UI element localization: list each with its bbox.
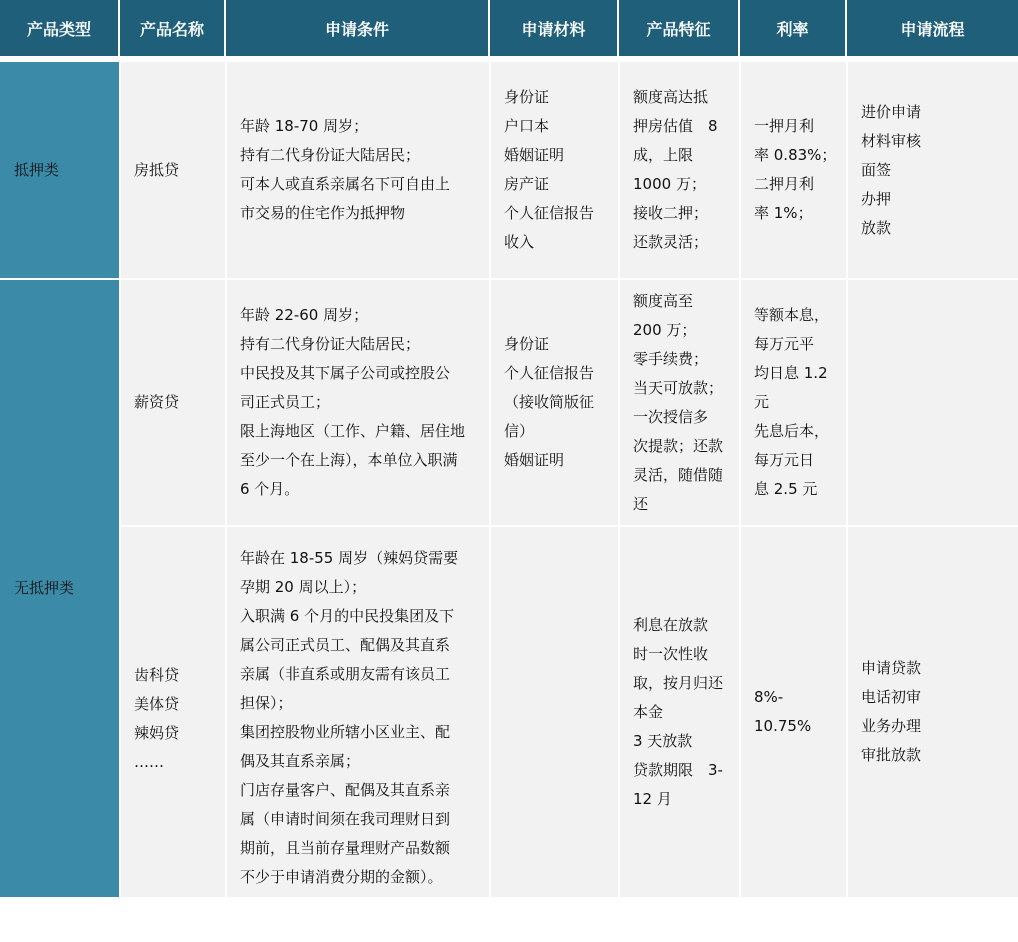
product-name-cell: 房抵贷	[134, 160, 180, 179]
materials-cell: 身份证 个人征信报告 （接收简版征 信） 婚姻证明	[504, 335, 595, 469]
grid-line	[739, 62, 741, 897]
features-cell: 额度高至 200 万； 零手续费； 当天可放款； 一次授信多 次提款；还款 灵活，随借随 还	[633, 291, 724, 513]
conditions-cell: 年龄 22-60 周岁； 持有二代身份证大陆居民； 中民投及其下属子公司或控股公 司正式员工； 限上海地区（工作、户籍、居住地 至少一个在上海），本单位入职满 6 个月。	[240, 306, 466, 498]
header-features: 产品特征	[619, 0, 740, 56]
rate-cell: 一押月利 率 0.83%； 二押月利 率 1%；	[754, 117, 837, 222]
header-product-name: 产品名称	[120, 0, 226, 56]
materials-cell: 身份证 户口本 婚姻证明 房产证 个人征信报告 收入	[504, 88, 595, 251]
grid-line	[846, 62, 848, 897]
features-cell: 利息在放款 时一次性收 取，按月归还 本金 3 天放款 贷款期限 3- 12 月	[633, 615, 724, 808]
grid-line	[0, 278, 1018, 280]
process-cell: 进价申请 材料审核 面签 办押 放款	[861, 102, 922, 237]
grid-line	[120, 525, 1018, 527]
header-rate: 利率	[740, 0, 847, 56]
grid-line	[489, 62, 491, 897]
header-product-type: 产品类型	[0, 0, 120, 56]
product-name-cell: 薪资贷	[134, 393, 180, 411]
materials-cell	[490, 527, 619, 897]
conditions-cell: 年龄在 18-55 周岁（辣妈贷需要 孕期 20 周以上）； 入职满 6 个月的中民投集团及下 属公司正式员工、配偶及其直系 亲属（非直系或朋友需有该员工 担保）； 集团控股物业所辖小区业主、配 偶及其直系亲属； 门店存量客户、配偶及其直系亲 属（申请时间须在我司理财日到 期前，且当前存量理财产品数额 不少于申请消费分期的金额）。	[240, 549, 459, 886]
process-cell	[847, 280, 1018, 525]
process-cell: 申请贷款 电话初审 业务办理 审批放款	[861, 659, 922, 764]
header-process: 申请流程	[900, 19, 965, 39]
table-header	[0, 0, 1018, 56]
features-cell: 额度高达抵 押房估值 8 成，上限 1000 万； 接收二押； 还款灵活；	[633, 88, 718, 251]
type-cell-mortgage: 抵押类	[0, 62, 120, 278]
grid-line	[225, 62, 227, 897]
product-name-cell: 齿科贷 美体贷 辣妈贷 ……	[134, 666, 180, 771]
rate-cell: 等额本息， 每万元平 均日息 1.2 元 先息后本， 每万元日 息 2.5 元	[754, 306, 830, 498]
type-cell-unsecured: 无抵押类	[0, 280, 120, 897]
header-materials: 申请材料	[490, 0, 619, 56]
grid-line	[119, 62, 121, 897]
conditions-cell: 年龄 18-70 周岁； 持有二代身份证大陆居民； 可本人或直系亲属名下可自由上 市交易的住宅作为抵押物	[240, 117, 451, 222]
header-conditions: 申请条件	[226, 0, 490, 56]
rate-cell: 8%- 10.75%	[754, 688, 812, 735]
grid-line	[618, 62, 620, 897]
